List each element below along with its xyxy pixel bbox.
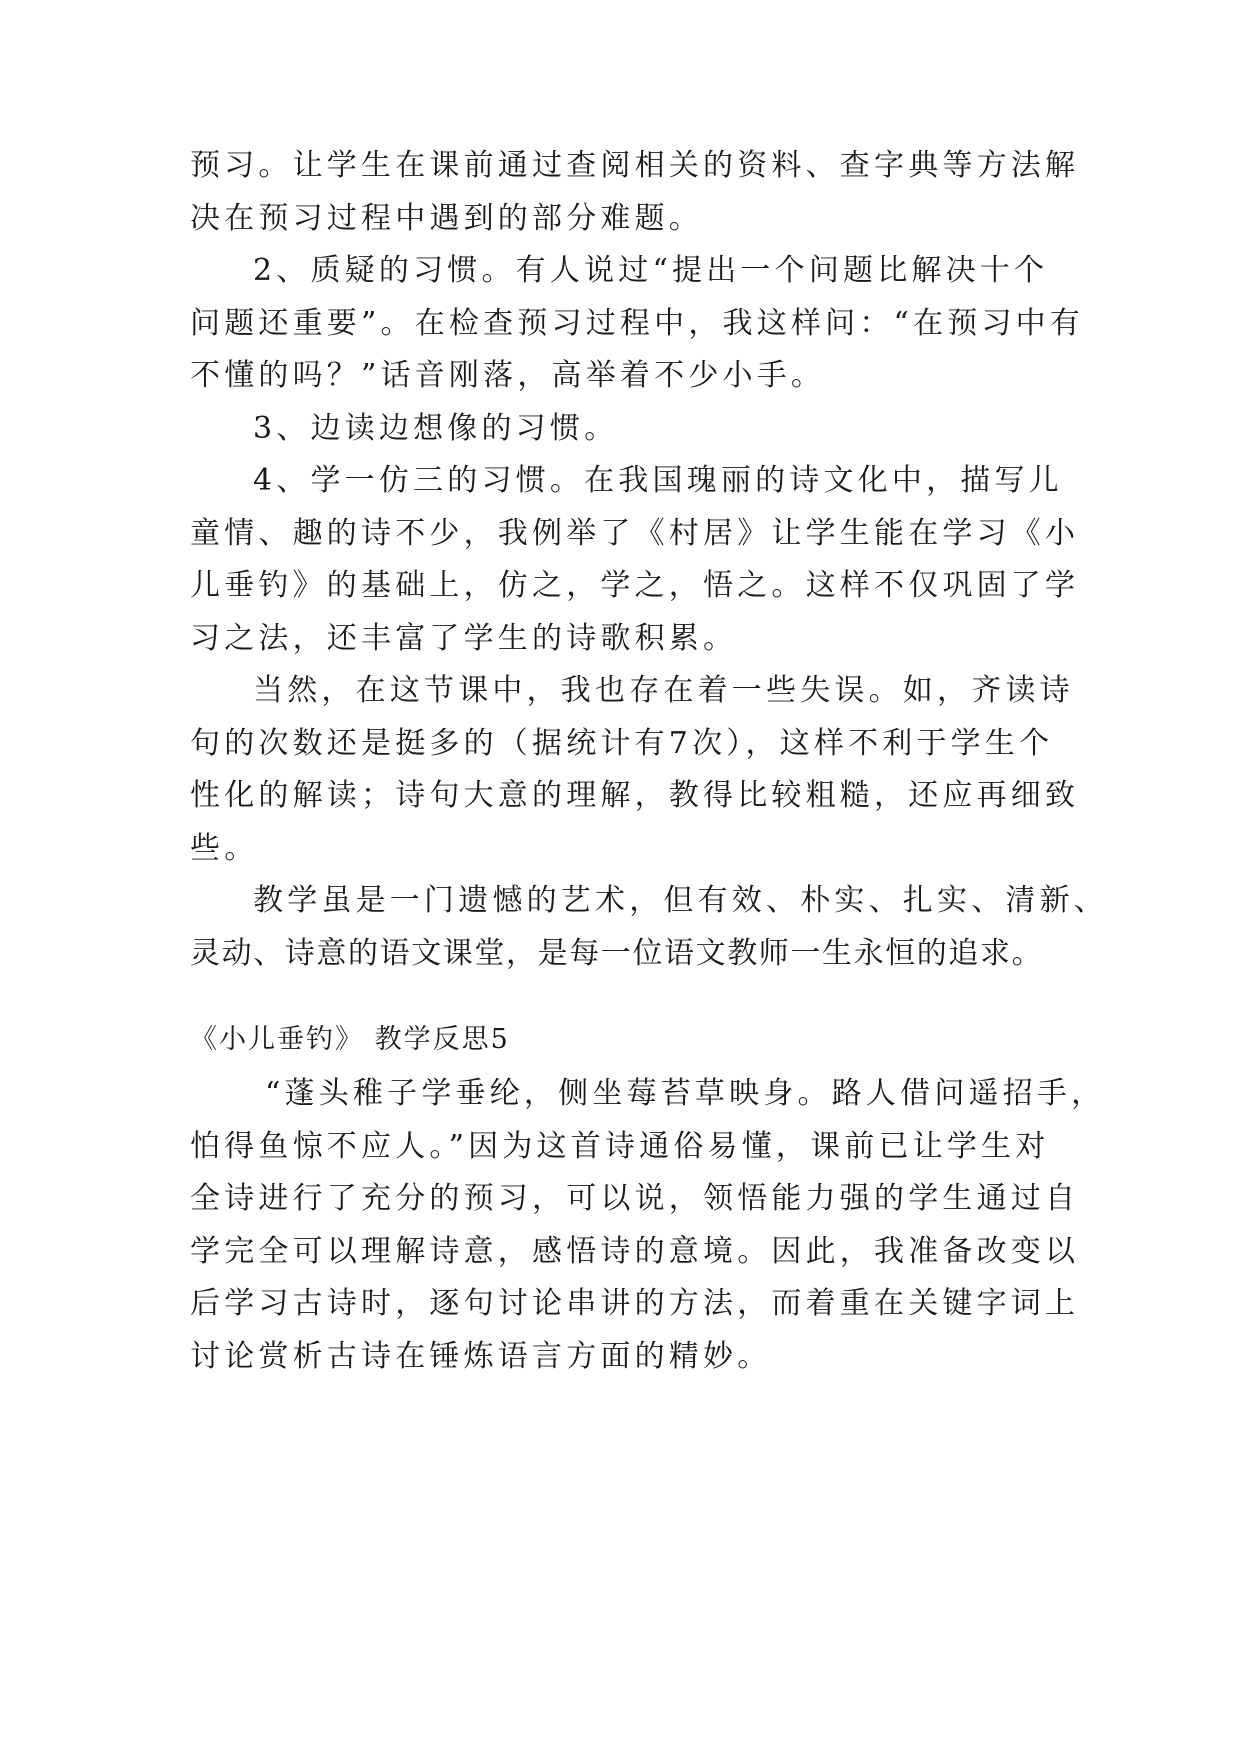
text-line: “蓬头稚子学垂纶，侧坐莓苔草映身。路人借问遥招手，: [265, 1076, 1106, 1111]
text-line: 不懂的吗？”话音刚落，高举着不少小手。: [190, 358, 826, 393]
text-line: 句的次数还是挺多的（据统计有7次），这样不利于学生个: [190, 726, 1054, 761]
text-line: 决在预习过程中遇到的部分难题。: [190, 201, 703, 236]
text-line: 灵动、诗意的语文课堂，是每一位语文教师一生永恒的追求。: [190, 936, 1044, 971]
text-line: 讨论赏析古诗在锤炼语言方面的精妙。: [190, 1339, 772, 1374]
text-line: 怕得鱼惊不应人。”因为这首诗通俗易懂，课前已让学生对: [190, 1129, 1050, 1164]
text-line: 全诗进行了充分的预习，可以说，领悟能力强的学生通过自: [190, 1181, 1080, 1216]
text-line: 预习。让学生在课前通过查阅相关的资料、查字典等方法解: [190, 148, 1080, 183]
text-line: 些。: [190, 831, 259, 866]
text-line: 后学习古诗时，逐句讨论串讲的方法，而着重在关键字词上: [190, 1286, 1080, 1321]
text-line: 教学虽是一门遗憾的艺术，但有效、朴实、扎实、清新、: [253, 883, 1108, 918]
text-line: 儿垂钓》的基础上，仿之，学之，悟之。这样不仅巩固了学: [190, 568, 1080, 603]
text-line: 学完全可以理解诗意，感悟诗的意境。因此，我准备改变以: [190, 1234, 1080, 1269]
text-line: 当然，在这节课中，我也存在着一些失误。如，齐读诗: [253, 673, 1074, 708]
text-line: 童情、趣的诗不少，我例举了《村居》让学生能在学习《小: [190, 516, 1080, 551]
text-line: 性化的解读；诗句大意的理解，教得比较粗糙，还应再细致: [190, 778, 1080, 813]
text-line: 问题还重要”。在检查预习过程中，我这样问：“在预习中有: [190, 306, 1085, 341]
text-line: 习之法，还丰富了学生的诗歌积累。: [190, 621, 738, 656]
section-heading: 《小儿垂钓》 教学反思5: [190, 1024, 510, 1055]
text-line: 2、质疑的习惯。有人说过“提出一个问题比解决十个: [253, 253, 1049, 288]
text-line: 4、学一仿三的习惯。在我国瑰丽的诗文化中，描写儿: [253, 463, 1063, 498]
text-line: 3、边读边想像的习惯。: [253, 411, 619, 446]
